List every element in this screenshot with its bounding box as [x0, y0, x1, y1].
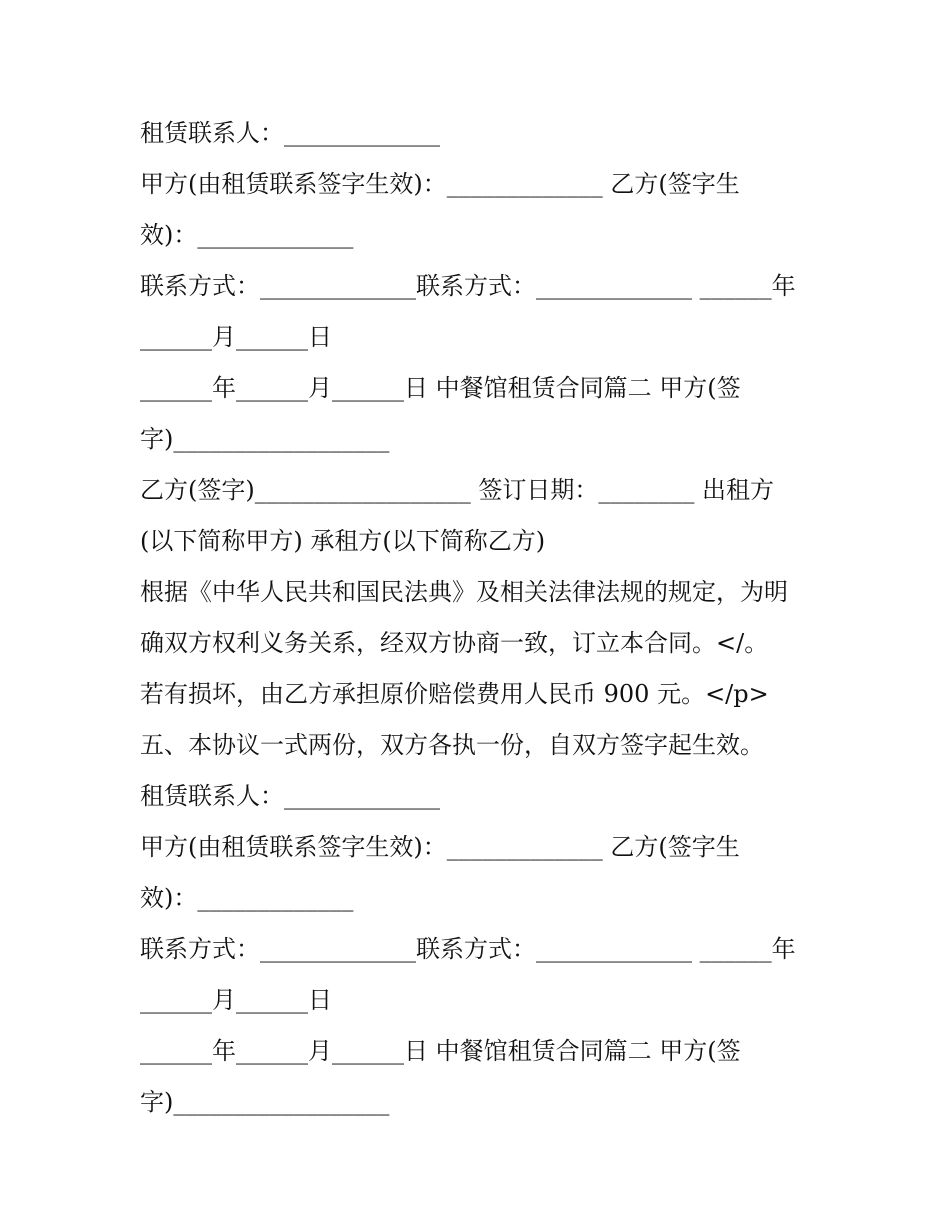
text-line: 租赁联系人：_____________ [140, 782, 440, 810]
document-body [140, 108, 820, 1128]
text-line: 联系方式：_____________联系方式：_____________ ______年 [140, 272, 796, 300]
text-line: ______年______月______日 中餐馆租赁合同篇二 甲方(签 [140, 1037, 741, 1065]
text-line: 甲方(由租赁联系签字生效)：_____________ 乙方(签字生 [140, 833, 740, 861]
text-line: 根据《中华人民共和国民法典》及相关法律法规的规定，为明 [140, 578, 788, 606]
text-line: 效)：_____________ [140, 221, 354, 249]
text-line: 确双方权利义务关系，经双方协商一致，订立本合同。</。 [140, 629, 769, 657]
text-line: 租赁联系人：_____________ [140, 119, 440, 147]
text-line: 联系方式：_____________联系方式：_____________ ______年 [140, 935, 796, 963]
text-line: (以下简称甲方) 承租方(以下简称乙方) [140, 527, 546, 555]
text-line: 字)__________________ [140, 1088, 390, 1116]
text-line: ______月______日 [140, 323, 332, 351]
text-line: 五、本协议一式两份，双方各执一份，自双方签字起生效。 [140, 731, 764, 759]
text-line: ______月______日 [140, 986, 332, 1014]
text-line: 效)：_____________ [140, 884, 354, 912]
text-line: 甲方(由租赁联系签字生效)：_____________ 乙方(签字生 [140, 170, 740, 198]
text-line: 乙方(签字)__________________ 签订日期：________ 出租方 [140, 476, 774, 504]
text-line: 若有损坏，由乙方承担原价赔偿费用人民币 900 元。</p> [140, 680, 769, 708]
text-line: 字)__________________ [140, 425, 390, 453]
text-line: ______年______月______日 中餐馆租赁合同篇二 甲方(签 [140, 374, 741, 402]
